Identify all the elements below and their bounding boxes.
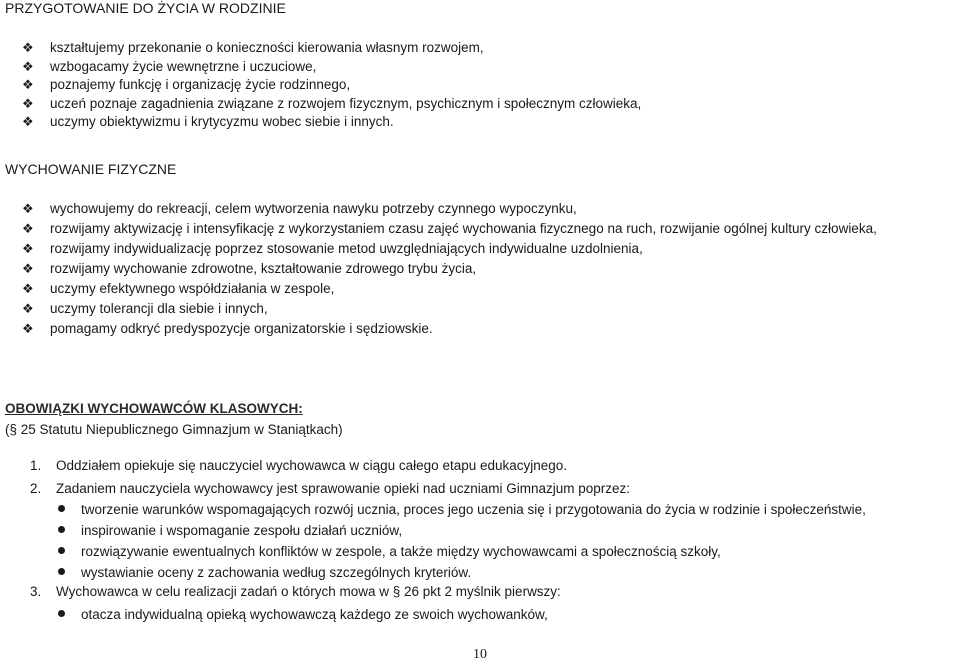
list-item: tworzenie warunków wspomagających rozwój ucznia, proces jego uczenia się i przygotowania do życia w rodzinie i społeczeństwie, <box>58 499 958 520</box>
diamond-bullet-icon: ❖ <box>22 58 34 74</box>
diamond-bullet-icon: ❖ <box>22 114 34 130</box>
bullet-dot-icon <box>58 547 65 554</box>
teacher-care-list <box>58 604 958 625</box>
family-life-list <box>22 39 958 132</box>
item-text: Zadaniem nauczyciela wychowawcy jest sprawowanie opieki nad uczniami Gimnazjum poprzez: <box>56 481 631 496</box>
bullet-dot-icon <box>58 610 65 617</box>
list-item: ❖ kształtujemy przekonanie o konieczności kierowania własnym rozwojem, <box>22 39 958 58</box>
numbered-item-2 <box>30 481 950 496</box>
list-item: inspirowanie i wspomaganie zespołu działań uczniów, <box>58 520 958 541</box>
numbered-item-1 <box>30 458 950 473</box>
list-item: ❖ uczymy efektywnego współdziałania w zespole, <box>22 279 958 299</box>
list-item: ❖ wychowujemy do rekreacji, celem wytworzenia nawyku potrzeby czynnego wypoczynku, <box>22 199 958 219</box>
bullet-dot-icon <box>58 568 65 575</box>
list-item: ❖ rozwijamy wychowanie zdrowotne, kształtowanie zdrowego trybu życia, <box>22 259 958 279</box>
list-item: rozwiązywanie ewentualnych konfliktów w zespole, a także między wychowawcami a społecznością szkoły, <box>58 541 958 562</box>
bullet-dot-icon <box>58 505 65 512</box>
diamond-bullet-icon: ❖ <box>22 321 34 336</box>
statute-reference: (§ 25 Statutu Niepublicznego Gimnazjum w Staniątkach) <box>5 422 343 437</box>
list-item: ❖ rozwijamy aktywizację i intensyfikację z wykorzystaniem czasu zajęć wychowania fizycznego na ruch, rozwijanie ogólnej kultury człowieka, <box>22 219 958 239</box>
class-teacher-duties-title: OBOWIĄZKI WYCHOWAWCÓW KLASOWYCH: <box>5 401 303 416</box>
item-number: 1. <box>30 458 42 473</box>
diamond-bullet-icon: ❖ <box>22 301 34 316</box>
item-number: 2. <box>30 481 42 496</box>
numbered-item-3 <box>30 584 950 599</box>
diamond-bullet-icon: ❖ <box>22 95 34 111</box>
diamond-bullet-icon: ❖ <box>22 241 34 256</box>
diamond-bullet-icon: ❖ <box>22 40 34 55</box>
diamond-bullet-icon: ❖ <box>22 201 34 216</box>
list-item: ❖ wzbogacamy życie wewnętrzne i uczuciowe, <box>22 58 958 77</box>
list-item: ❖ uczeń poznaje zagadnienia związane z rozwojem fizycznym, psychicznym i społecznym człowieka, <box>22 95 958 114</box>
physical-education-list <box>22 199 958 339</box>
list-item: ❖ pomagamy odkryć predyspozycje organizatorskie i sędziowskie. <box>22 319 958 339</box>
diamond-bullet-icon: ❖ <box>22 261 34 276</box>
item-text: Wychowawca w celu realizacji zadań o których mowa w § 26 pkt 2 myślnik pierwszy: <box>56 584 561 599</box>
item-number: 3. <box>30 584 42 599</box>
diamond-bullet-icon: ❖ <box>22 77 34 93</box>
list-item: otacza indywidualną opieką wychowawczą każdego ze swoich wychowanków, <box>58 604 958 625</box>
list-item: ❖ rozwijamy indywidualizację poprzez stosowanie metod uwzględniających indywidualne uzdolnienia, <box>22 239 958 259</box>
diamond-bullet-icon: ❖ <box>22 221 34 236</box>
teacher-tasks-list <box>58 499 958 583</box>
section-heading-physical-education: WYCHOWANIE FIZYCZNE <box>5 161 177 177</box>
item-text: Oddziałem opiekuje się nauczyciel wychowawca w ciągu całego etapu edukacyjnego. <box>56 458 568 473</box>
section-heading-family-life: PRZYGOTOWANIE DO ŻYCIA W RODZINIE <box>5 0 286 16</box>
list-item: ❖ poznajemy funkcję i organizację życie rodzinnego, <box>22 76 958 95</box>
diamond-bullet-icon: ❖ <box>22 281 34 296</box>
list-item: ❖ uczymy tolerancji dla siebie i innych, <box>22 299 958 319</box>
page-number: 10 <box>473 647 487 662</box>
bullet-dot-icon <box>58 526 65 533</box>
list-item: wystawianie oceny z zachowania według szczególnych kryteriów. <box>58 562 958 583</box>
list-item: ❖ uczymy obiektywizmu i krytycyzmu wobec siebie i innych. <box>22 113 958 132</box>
